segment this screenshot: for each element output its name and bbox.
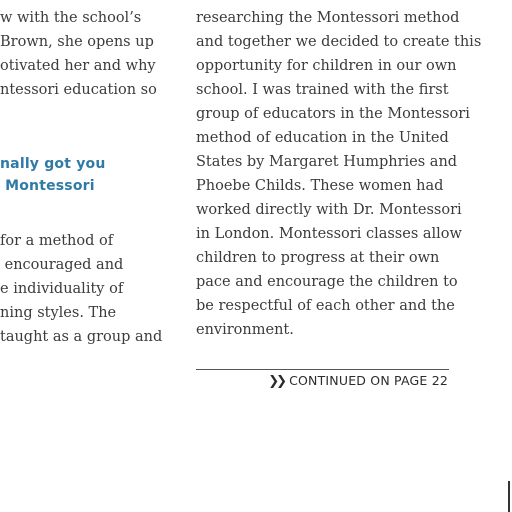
text-line: e individuality of bbox=[0, 281, 124, 297]
divider-rule bbox=[196, 369, 449, 370]
text-line: w with the school’s bbox=[0, 10, 142, 26]
text-line: opportunity for children in our own bbox=[196, 58, 457, 74]
text-line: Phoebe Childs. These women had bbox=[196, 178, 444, 194]
text-line: environment. bbox=[196, 322, 294, 338]
text-line: Brown, she opens up bbox=[0, 34, 154, 50]
right-body-paragraph bbox=[196, 6, 481, 342]
continued-label: CONTINUED ON PAGE 22 bbox=[289, 373, 448, 388]
text-line: worked directly with Dr. Montessori bbox=[196, 202, 462, 218]
text-line: be respectful of each other and the bbox=[196, 298, 455, 314]
text-line: in London. Montessori classes allow bbox=[196, 226, 462, 242]
text-line: encouraged and bbox=[0, 257, 124, 273]
text-line: researching the Montessori method bbox=[196, 10, 460, 26]
text-line: and together we decided to create this bbox=[196, 34, 482, 50]
page-edge-mark bbox=[508, 481, 510, 512]
text-line: ning styles. The bbox=[0, 305, 117, 321]
text-line: pace and encourage the children to bbox=[196, 274, 458, 290]
double-chevron-right-icon: ❯❯ bbox=[268, 374, 285, 389]
text-line: for a method of bbox=[0, 233, 114, 249]
text-line: group of educators in the Montessori bbox=[196, 106, 470, 122]
heading-line: nally got you bbox=[0, 156, 106, 172]
section-heading bbox=[0, 153, 106, 197]
heading-line: Montessori bbox=[0, 178, 95, 194]
text-line: method of education in the United bbox=[196, 130, 449, 146]
left-body-paragraph bbox=[0, 229, 162, 349]
text-line: taught as a group and bbox=[0, 329, 163, 345]
left-intro-paragraph bbox=[0, 6, 157, 102]
text-line: otivated her and why bbox=[0, 58, 156, 74]
text-line: children to progress at their own bbox=[196, 250, 440, 266]
text-line: States by Margaret Humphries and bbox=[196, 154, 458, 170]
continued-link[interactable] bbox=[0, 373, 448, 389]
text-line: ntessori education so bbox=[0, 82, 157, 98]
text-line: school. I was trained with the first bbox=[196, 82, 449, 98]
